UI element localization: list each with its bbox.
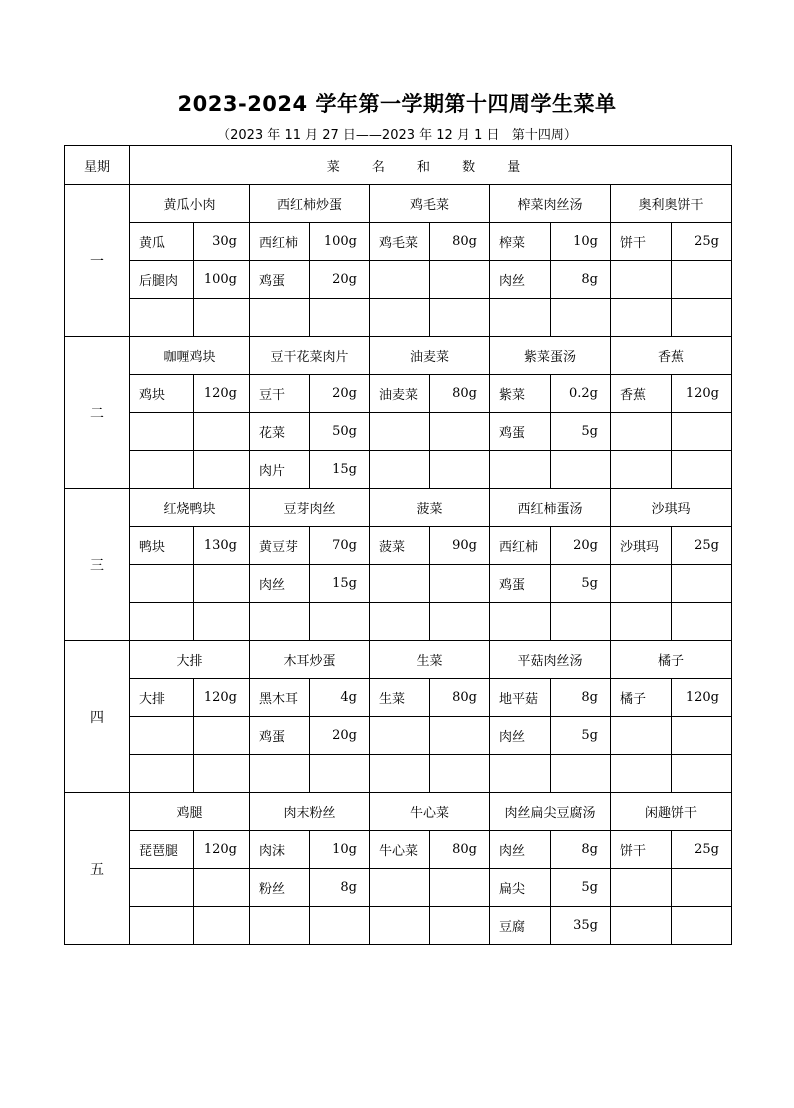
ingredient-amount: 120g: [672, 375, 732, 413]
ingredient-amount: [430, 603, 490, 641]
ingredient-amount: [430, 451, 490, 489]
ingredient-row: [65, 755, 732, 793]
ingredient-row: [65, 831, 732, 869]
weekday-label: 三: [65, 489, 130, 641]
ingredient-amount: 5g: [551, 717, 611, 755]
ingredient-name: 牛心菜: [370, 831, 430, 869]
ingredient-amount: [194, 869, 250, 907]
ingredient-amount: 130g: [194, 527, 250, 565]
ingredient-name: [611, 299, 672, 337]
dish-name: 紫菜蛋汤: [490, 337, 611, 375]
ingredient-amount: 30g: [194, 223, 250, 261]
ingredient-name: 大排: [130, 679, 194, 717]
ingredient-row: [65, 603, 732, 641]
ingredient-amount: [194, 603, 250, 641]
ingredient-name: 黄豆芽: [250, 527, 310, 565]
dish-name: 鸡腿: [130, 793, 250, 831]
ingredient-name: 肉丝: [490, 831, 551, 869]
ingredient-amount: 100g: [194, 261, 250, 299]
ingredient-amount: 35g: [551, 907, 611, 945]
ingredient-amount: 20g: [310, 375, 370, 413]
ingredient-amount: 20g: [551, 527, 611, 565]
dish-row: [65, 337, 732, 375]
ingredient-name: 紫菜: [490, 375, 551, 413]
ingredient-amount: 8g: [551, 679, 611, 717]
ingredient-amount: 4g: [310, 679, 370, 717]
ingredient-name: [611, 261, 672, 299]
ingredient-name: [130, 869, 194, 907]
ingredient-amount: 0.2g: [551, 375, 611, 413]
ingredient-name: 鸡块: [130, 375, 194, 413]
ingredient-name: [130, 755, 194, 793]
ingredient-amount: [551, 299, 611, 337]
ingredient-name: 肉丝: [490, 717, 551, 755]
ingredient-name: 鸡毛菜: [370, 223, 430, 261]
dish-name: 沙琪玛: [611, 489, 732, 527]
ingredient-name: [250, 299, 310, 337]
day-column-header: 星期: [65, 146, 130, 185]
ingredient-amount: [672, 299, 732, 337]
ingredient-row: [65, 679, 732, 717]
ingredient-name: 油麦菜: [370, 375, 430, 413]
ingredient-row: [65, 299, 732, 337]
ingredient-amount: 15g: [310, 565, 370, 603]
ingredient-name: 花菜: [250, 413, 310, 451]
ingredient-name: 鸡蛋: [490, 565, 551, 603]
page-title: 2023-2024 学年第一学期第十四周学生菜单: [177, 92, 617, 116]
dish-name: 肉丝扁尖豆腐汤: [490, 793, 611, 831]
ingredient-name: [370, 755, 430, 793]
ingredient-amount: 80g: [430, 831, 490, 869]
ingredient-amount: 50g: [310, 413, 370, 451]
ingredient-amount: 25g: [672, 831, 732, 869]
ingredient-amount: [310, 603, 370, 641]
ingredient-name: [130, 413, 194, 451]
ingredient-name: 鸡蛋: [490, 413, 551, 451]
ingredient-row: [65, 413, 732, 451]
ingredient-name: 橘子: [611, 679, 672, 717]
ingredient-amount: 70g: [310, 527, 370, 565]
ingredient-amount: [672, 565, 732, 603]
ingredient-amount: 100g: [310, 223, 370, 261]
ingredient-name: 榨菜: [490, 223, 551, 261]
table-header-row: [65, 146, 732, 185]
ingredient-name: 沙琪玛: [611, 527, 672, 565]
ingredient-name: [611, 717, 672, 755]
ingredient-name: 豆干: [250, 375, 310, 413]
ingredient-name: [130, 299, 194, 337]
dish-row: [65, 641, 732, 679]
ingredient-amount: 120g: [194, 831, 250, 869]
ingredient-amount: [551, 603, 611, 641]
dish-name: 豆芽肉丝: [250, 489, 370, 527]
ingredient-amount: [430, 755, 490, 793]
ingredient-name: 鸭块: [130, 527, 194, 565]
dish-name: 西红柿蛋汤: [490, 489, 611, 527]
ingredient-name: 琵琶腿: [130, 831, 194, 869]
ingredient-amount: 5g: [551, 413, 611, 451]
ingredient-name: [370, 869, 430, 907]
weekday-label: 一: [65, 185, 130, 337]
ingredient-amount: [430, 261, 490, 299]
ingredient-name: [130, 907, 194, 945]
ingredient-amount: [194, 565, 250, 603]
ingredient-amount: [194, 755, 250, 793]
dish-name: 闲趣饼干: [611, 793, 732, 831]
dish-name: 木耳炒蛋: [250, 641, 370, 679]
ingredient-amount: 8g: [551, 261, 611, 299]
ingredient-name: [130, 717, 194, 755]
weekday-label: 四: [65, 641, 130, 793]
ingredient-name: 肉丝: [250, 565, 310, 603]
ingredient-row: [65, 565, 732, 603]
dish-name: 生菜: [370, 641, 490, 679]
ingredient-name: 黑木耳: [250, 679, 310, 717]
ingredient-name: 肉沫: [250, 831, 310, 869]
ingredient-amount: [430, 565, 490, 603]
ingredient-amount: [672, 413, 732, 451]
dish-name: 香蕉: [611, 337, 732, 375]
ingredient-amount: 8g: [551, 831, 611, 869]
ingredient-amount: [672, 869, 732, 907]
ingredient-amount: [430, 869, 490, 907]
ingredient-name: 香蕉: [611, 375, 672, 413]
ingredient-amount: 120g: [194, 375, 250, 413]
ingredient-amount: [551, 755, 611, 793]
ingredient-row: [65, 717, 732, 755]
date-range-subtitle: （2023 年 11 月 27 日——2023 年 12 月 1 日 第十四周）: [217, 128, 577, 143]
ingredient-row: [65, 223, 732, 261]
ingredient-name: [370, 261, 430, 299]
ingredient-amount: [672, 717, 732, 755]
dish-name: 牛心菜: [370, 793, 490, 831]
ingredient-name: [250, 603, 310, 641]
ingredient-amount: [672, 907, 732, 945]
ingredient-row: [65, 261, 732, 299]
ingredient-amount: [430, 717, 490, 755]
ingredient-name: 生菜: [370, 679, 430, 717]
ingredient-amount: [194, 451, 250, 489]
ingredient-name: [611, 907, 672, 945]
ingredient-name: [490, 603, 551, 641]
ingredient-name: [490, 299, 551, 337]
ingredient-name: [130, 603, 194, 641]
dish-name: 平菇肉丝汤: [490, 641, 611, 679]
ingredient-row: [65, 527, 732, 565]
dish-row: [65, 793, 732, 831]
ingredient-name: 肉丝: [490, 261, 551, 299]
ingredient-name: [611, 451, 672, 489]
ingredient-name: [611, 755, 672, 793]
ingredient-name: 豆腐: [490, 907, 551, 945]
ingredient-amount: 90g: [430, 527, 490, 565]
dish-name: 大排: [130, 641, 250, 679]
dish-name: 西红柿炒蛋: [250, 185, 370, 223]
ingredient-name: 菠菜: [370, 527, 430, 565]
ingredient-row: [65, 869, 732, 907]
ingredient-amount: 120g: [194, 679, 250, 717]
ingredient-amount: 25g: [672, 527, 732, 565]
weekday-label: 五: [65, 793, 130, 945]
ingredient-name: [611, 413, 672, 451]
ingredient-name: [370, 451, 430, 489]
ingredient-amount: [551, 451, 611, 489]
dish-name: 油麦菜: [370, 337, 490, 375]
ingredient-name: [490, 755, 551, 793]
ingredient-name: 西红柿: [250, 223, 310, 261]
ingredient-amount: 80g: [430, 375, 490, 413]
ingredient-amount: 15g: [310, 451, 370, 489]
dish-row: [65, 489, 732, 527]
ingredient-row: [65, 907, 732, 945]
ingredient-name: 黄瓜: [130, 223, 194, 261]
ingredient-amount: 20g: [310, 717, 370, 755]
dish-name: 菠菜: [370, 489, 490, 527]
ingredient-amount: [310, 907, 370, 945]
ingredient-name: [611, 869, 672, 907]
ingredient-name: [130, 565, 194, 603]
ingredient-name: 饼干: [611, 223, 672, 261]
ingredient-name: [370, 907, 430, 945]
dish-name: 黄瓜小肉: [130, 185, 250, 223]
dish-name: 奥利奥饼干: [611, 185, 732, 223]
ingredient-amount: [194, 299, 250, 337]
ingredient-name: [370, 717, 430, 755]
dish-name: 红烧鸭块: [130, 489, 250, 527]
ingredient-amount: 10g: [551, 223, 611, 261]
ingredient-name: 西红柿: [490, 527, 551, 565]
ingredient-name: [611, 565, 672, 603]
weekday-label: 二: [65, 337, 130, 489]
dish-name: 橘子: [611, 641, 732, 679]
menu-column-header: 菜 名 和 数 量: [130, 146, 732, 185]
ingredient-amount: [672, 603, 732, 641]
ingredient-amount: [430, 413, 490, 451]
ingredient-name: [611, 603, 672, 641]
ingredient-amount: 8g: [310, 869, 370, 907]
ingredient-amount: [430, 907, 490, 945]
ingredient-amount: [672, 261, 732, 299]
ingredient-amount: [310, 299, 370, 337]
ingredient-name: 扁尖: [490, 869, 551, 907]
dish-name: 咖喱鸡块: [130, 337, 250, 375]
ingredient-name: 鸡蛋: [250, 261, 310, 299]
ingredient-amount: [310, 755, 370, 793]
ingredient-name: 肉片: [250, 451, 310, 489]
ingredient-name: 饼干: [611, 831, 672, 869]
ingredient-row: [65, 375, 732, 413]
ingredient-name: [250, 907, 310, 945]
ingredient-name: [250, 755, 310, 793]
ingredient-amount: 120g: [672, 679, 732, 717]
dish-name: 榨菜肉丝汤: [490, 185, 611, 223]
ingredient-name: [370, 603, 430, 641]
ingredient-name: [370, 565, 430, 603]
ingredient-amount: [194, 413, 250, 451]
ingredient-amount: [430, 299, 490, 337]
ingredient-name: [490, 451, 551, 489]
ingredient-amount: 25g: [672, 223, 732, 261]
ingredient-amount: [672, 755, 732, 793]
ingredient-name: 地平菇: [490, 679, 551, 717]
ingredient-amount: 80g: [430, 223, 490, 261]
ingredient-amount: [194, 907, 250, 945]
dish-name: 鸡毛菜: [370, 185, 490, 223]
ingredient-name: [370, 413, 430, 451]
ingredient-amount: [194, 717, 250, 755]
ingredient-amount: 5g: [551, 869, 611, 907]
dish-name: 豆干花菜肉片: [250, 337, 370, 375]
ingredient-row: [65, 451, 732, 489]
ingredient-amount: 20g: [310, 261, 370, 299]
ingredient-name: 鸡蛋: [250, 717, 310, 755]
ingredient-amount: [672, 451, 732, 489]
ingredient-amount: 80g: [430, 679, 490, 717]
ingredient-name: [370, 299, 430, 337]
dish-row: [65, 185, 732, 223]
ingredient-name: 后腿肉: [130, 261, 194, 299]
ingredient-amount: 5g: [551, 565, 611, 603]
ingredient-name: [130, 451, 194, 489]
dish-name: 肉末粉丝: [250, 793, 370, 831]
ingredient-amount: 10g: [310, 831, 370, 869]
menu-table: [64, 145, 732, 945]
ingredient-name: 粉丝: [250, 869, 310, 907]
